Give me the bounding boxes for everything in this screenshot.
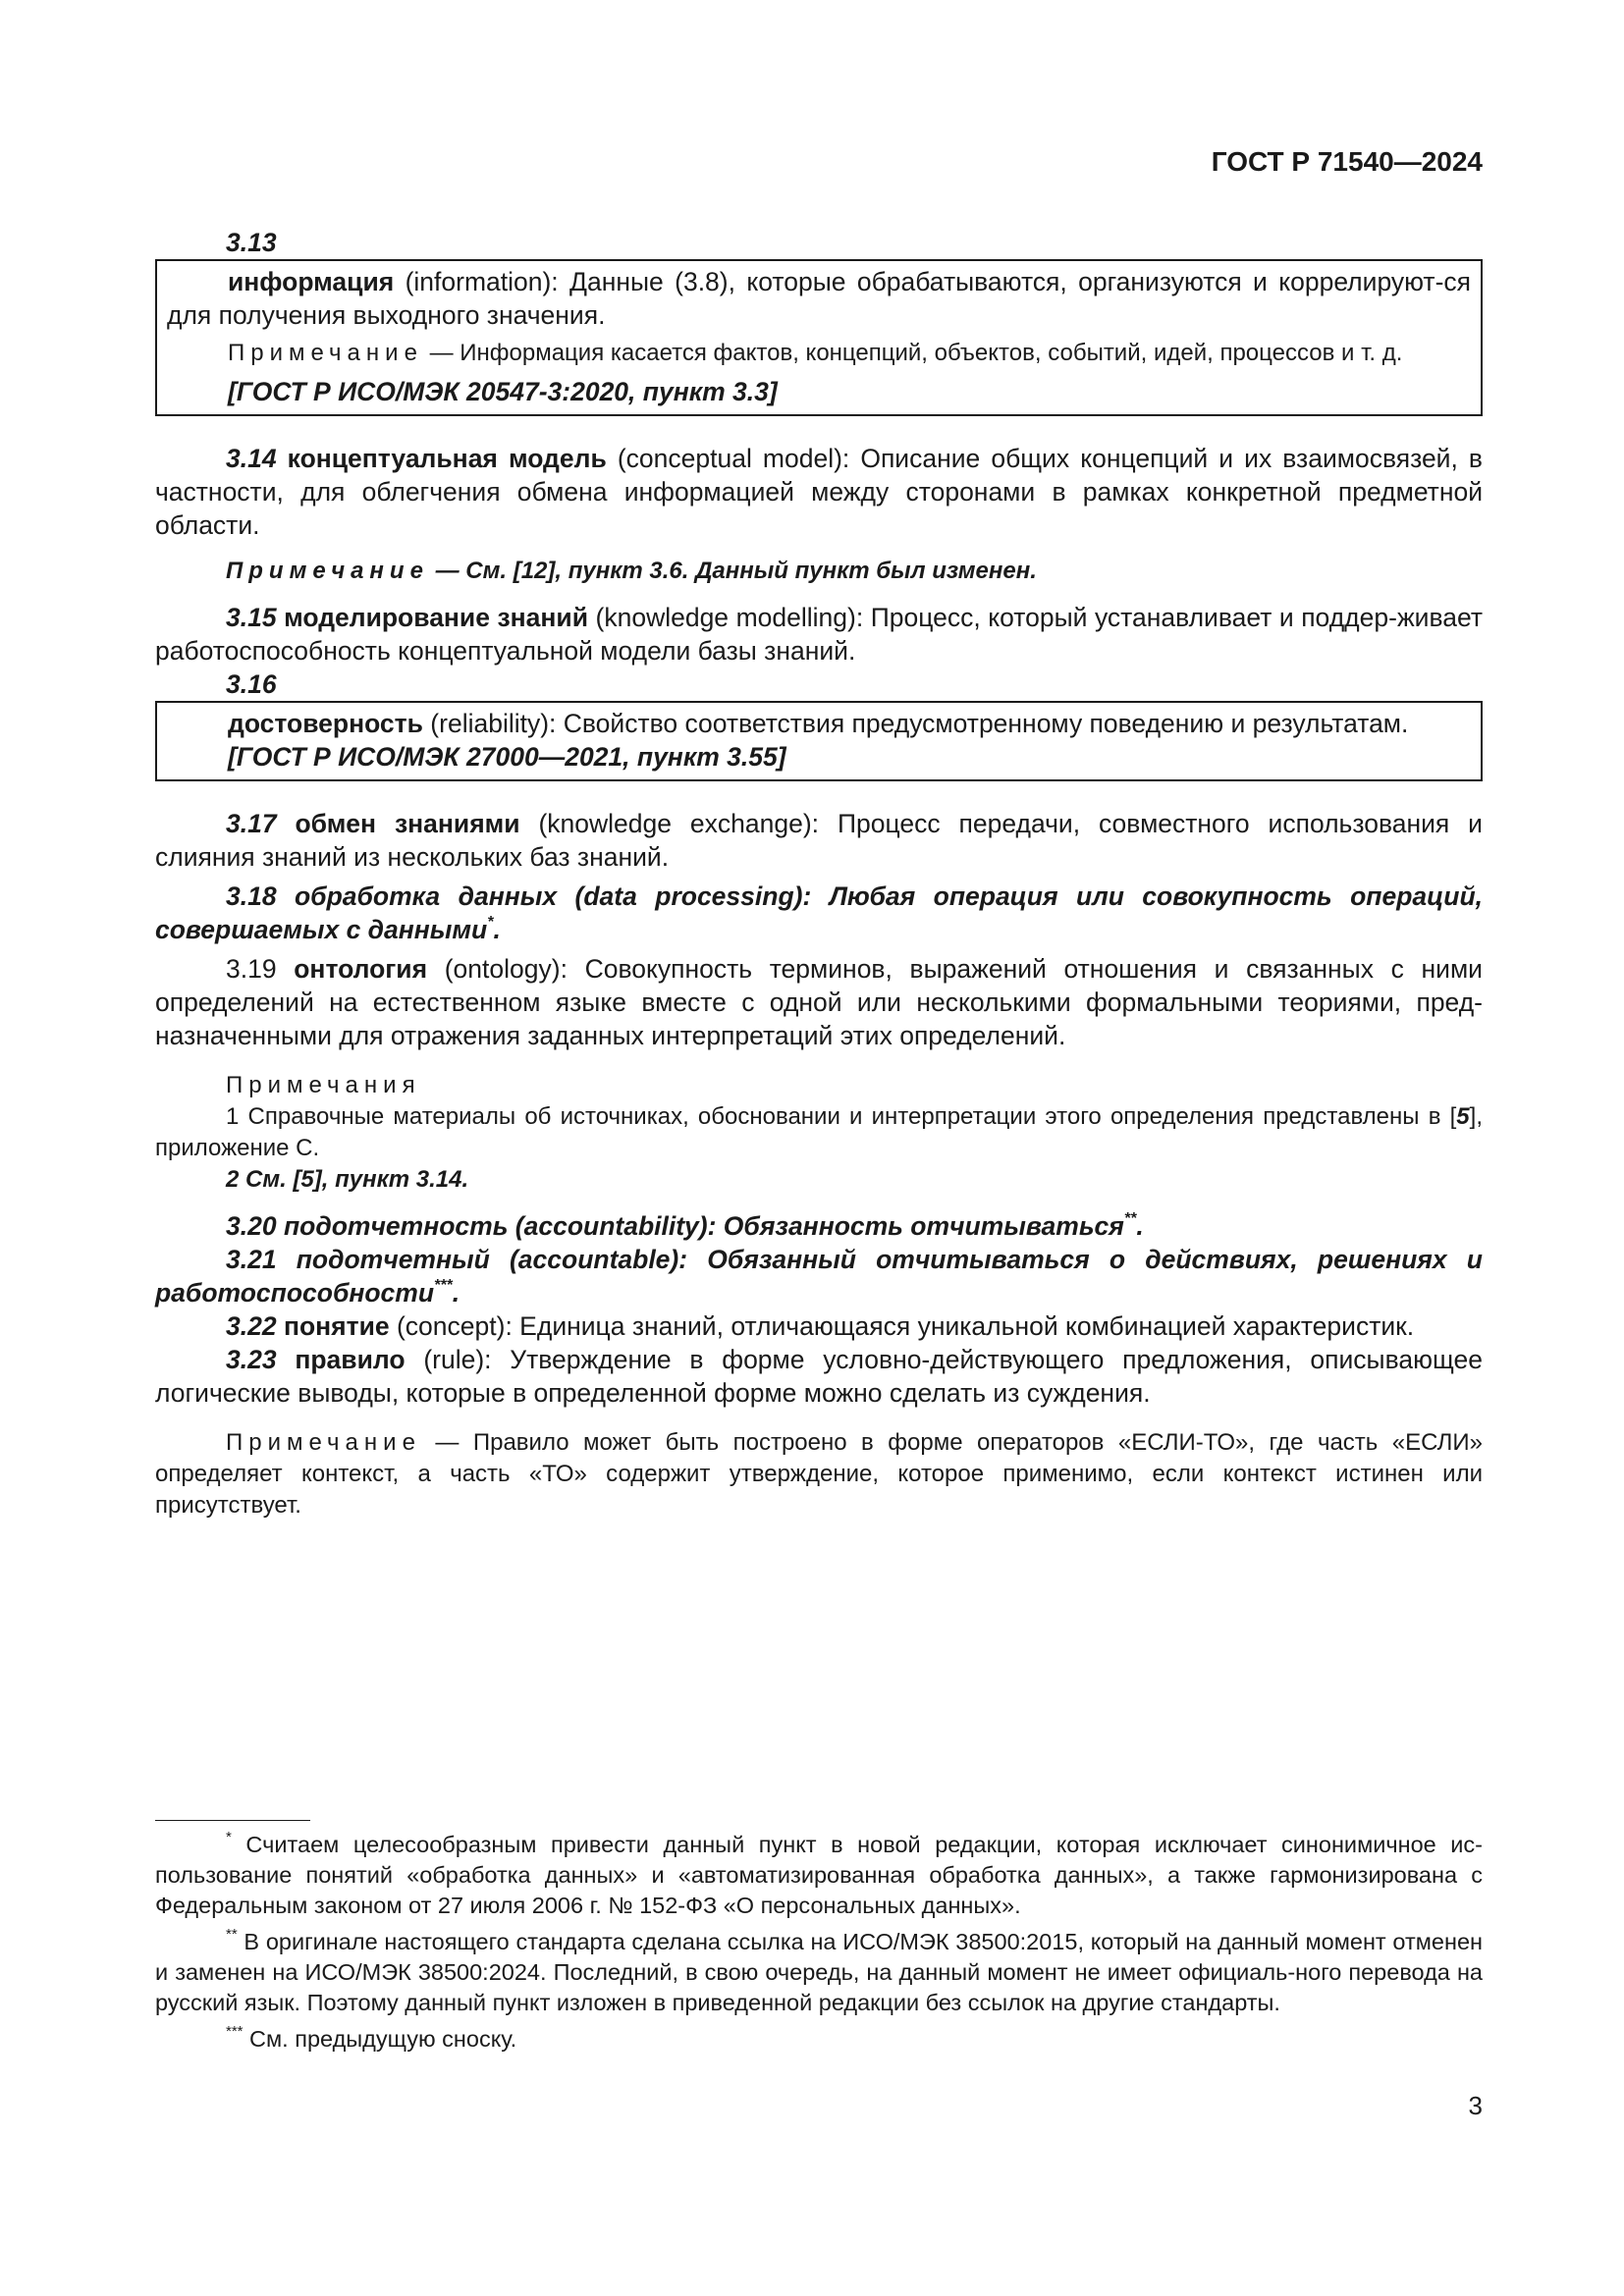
term-3-18 (155, 880, 1483, 946)
footnote-2-mark: ** (226, 1926, 238, 1943)
term-3-21-text: 3.21 подотчетный (accountable): Обязанный отчитываться о действиях, решениях и работоспособности (155, 1245, 1483, 1308)
term-3-13-source: [ГОСТ Р ИСО/МЭК 20547-3:2020, пункт 3.3] (228, 377, 778, 406)
term-3-14-term: концептуальная модель (276, 444, 607, 473)
note-text: — Правило может быть построено в форме операторов «ЕСЛИ-ТО», где часть «ЕСЛИ» определяет контекст, а часть «ТО» содержит утверждение, которое применимо, если контекст истинен или присутствует. (155, 1429, 1483, 1519)
footnote-3 (155, 2024, 1483, 2055)
note-text: — См. [12], пункт 3.6. Данный пункт был изменен. (428, 558, 1037, 584)
term-3-15-term: моделирование знаний (276, 603, 588, 632)
note-1-text: 1 Справочные материалы об источниках, обосновании и интерпретации этого определения представлены в [ (226, 1103, 1457, 1130)
standard-header: ГОСТ Р 71540—2024 (1211, 146, 1483, 177)
term-3-14-number: 3.14 (226, 444, 277, 473)
term-3-22-def-text: (concept): Единица знаний, отличающаяся уникальной комбинацией характеристик. (389, 1311, 1415, 1341)
footnote-mark: * (487, 914, 494, 931)
term-3-23-number: 3.23 (226, 1345, 277, 1374)
term-3-23-def-text: (rule): Утверждение в форме условно-действующего предложения, описывающее логические выводы, которые в определенной форме можно сделать из суждения. (155, 1345, 1483, 1408)
term-3-14-def-text: (conceptual model): Описание общих концепций и их взаимосвязей, в частности, для облегчения обмена информацией между сторонами в рамках конкретной предметной области. (155, 444, 1483, 540)
footnote-1 (155, 1830, 1483, 1921)
note-1-ref: 5 (1456, 1103, 1470, 1130)
term-3-17-number: 3.17 (226, 809, 277, 838)
footnotes (155, 1830, 1483, 2055)
term-3-19-number: 3.19 (226, 954, 277, 984)
footnote-mark: ** (1123, 1210, 1137, 1227)
term-3-23-term: правило (276, 1345, 406, 1374)
footnote-3-mark: *** (226, 2023, 244, 2040)
footnote-separator (155, 1820, 310, 1821)
term-3-16-term: достоверность (228, 709, 423, 738)
term-3-19-notes-label: Примечания (226, 1072, 421, 1098)
term-3-17-def-text: (knowledge exchange): Процесс передачи, совместного использования и слияния знаний из нескольких баз знаний. (155, 809, 1483, 872)
term-3-20-end: . (1136, 1211, 1144, 1241)
term-3-21 (155, 1243, 1483, 1309)
term-3-18-text: 3.18 обработка данных (data processing): Любая операция или совокупность операций, совершаемых с данными (155, 881, 1483, 944)
term-3-14 (155, 442, 1483, 542)
note-1-text-end: ], приложение С. (155, 1103, 1483, 1161)
term-3-19-term: онтология (276, 954, 428, 984)
note-text: — Информация касается фактов, концепций, объектов, событий, идей, процессов и т. д. (422, 340, 1403, 366)
term-3-20-text: 3.20 подотчетность (accountability): Обязанность отчитываться (226, 1211, 1124, 1241)
term-3-15-def-text: (knowledge modelling): Процесс, который устанавливает и поддер-живает работоспособность концептуальной модели базы знаний. (155, 603, 1483, 666)
note-label: Примечание (226, 558, 429, 584)
term-3-16-box (155, 701, 1483, 781)
term-3-16-number: 3.16 (226, 669, 277, 699)
page-number: 3 (1468, 2091, 1483, 2120)
term-3-16-def-text: (reliability): Свойство соответствия предусмотренному поведению и результатам. (422, 709, 1409, 738)
term-3-13-number: 3.13 (226, 228, 277, 257)
term-3-19-def-text: (ontology): Совокупность терминов, выражений отношения и связанных с ними определений на естественном языке вместе с одной или несколькими формальными теориями, пред-назначенными для отражения заданных интерпретаций этих определений. (155, 954, 1483, 1050)
term-3-20 (155, 1209, 1483, 1243)
term-3-13-definition (167, 265, 1471, 332)
term-3-19-note-2: 2 См. [5], пункт 3.14. (226, 1166, 469, 1193)
term-3-16-source: [ГОСТ Р ИСО/МЭК 27000—2021, пункт 3.55] (228, 742, 786, 772)
term-3-14-note (155, 556, 1483, 587)
term-3-17 (155, 807, 1483, 874)
footnote-1-mark: * (226, 1829, 232, 1845)
term-3-23 (155, 1343, 1483, 1410)
footnote-2 (155, 1927, 1483, 2018)
term-3-22 (155, 1309, 1483, 1343)
term-3-15-number: 3.15 (226, 603, 277, 632)
note-label: Примечание (228, 340, 423, 366)
page-content (155, 226, 1483, 1522)
term-3-18-end: . (493, 915, 501, 944)
footnote-3-text: См. предыдущую сноску. (243, 2026, 517, 2052)
term-3-16-definition (167, 707, 1471, 740)
term-3-13-box (155, 259, 1483, 416)
term-3-21-end: . (452, 1278, 460, 1308)
term-3-23-note (155, 1427, 1483, 1522)
footnote-1-text: Считаем целесообразным привести данный пункт в новой редакции, которая исключает синонимичное ис-пользование понятий «обработка данных» и «автоматизированная обработка данных», а также гармонизирована с Федеральным законом от 27 июля 2006 г. № 152-ФЗ «О персональных данных». (155, 1832, 1483, 1918)
footnote-mark: *** (434, 1277, 453, 1294)
footnote-2-text: В оригинале настоящего стандарта сделана ссылка на ИСО/МЭК 38500:2015, который на данный момент отменен и заменен на ИСО/МЭК 38500:2024. Последний, в свою очередь, на данный момент не имеет официаль-ного перевода на русский язык. Поэтому данный пункт изложен в приведенной редакции без ссылок на другие стандарты. (155, 1929, 1483, 2015)
term-3-13-note (167, 338, 1471, 369)
term-3-22-number: 3.22 (226, 1311, 277, 1341)
term-3-13-term: информация (228, 267, 395, 296)
term-3-22-term: понятие (276, 1311, 390, 1341)
term-3-19-note-1 (155, 1101, 1483, 1164)
note-label: Примечание (226, 1429, 421, 1456)
term-3-13-def-text: (information): Данные (3.8), которые обрабатываются, организуются и коррелируют-ся для получения выходного значения. (167, 267, 1471, 330)
term-3-15 (155, 601, 1483, 667)
term-3-17-term: обмен знаниями (276, 809, 520, 838)
term-3-19 (155, 952, 1483, 1052)
